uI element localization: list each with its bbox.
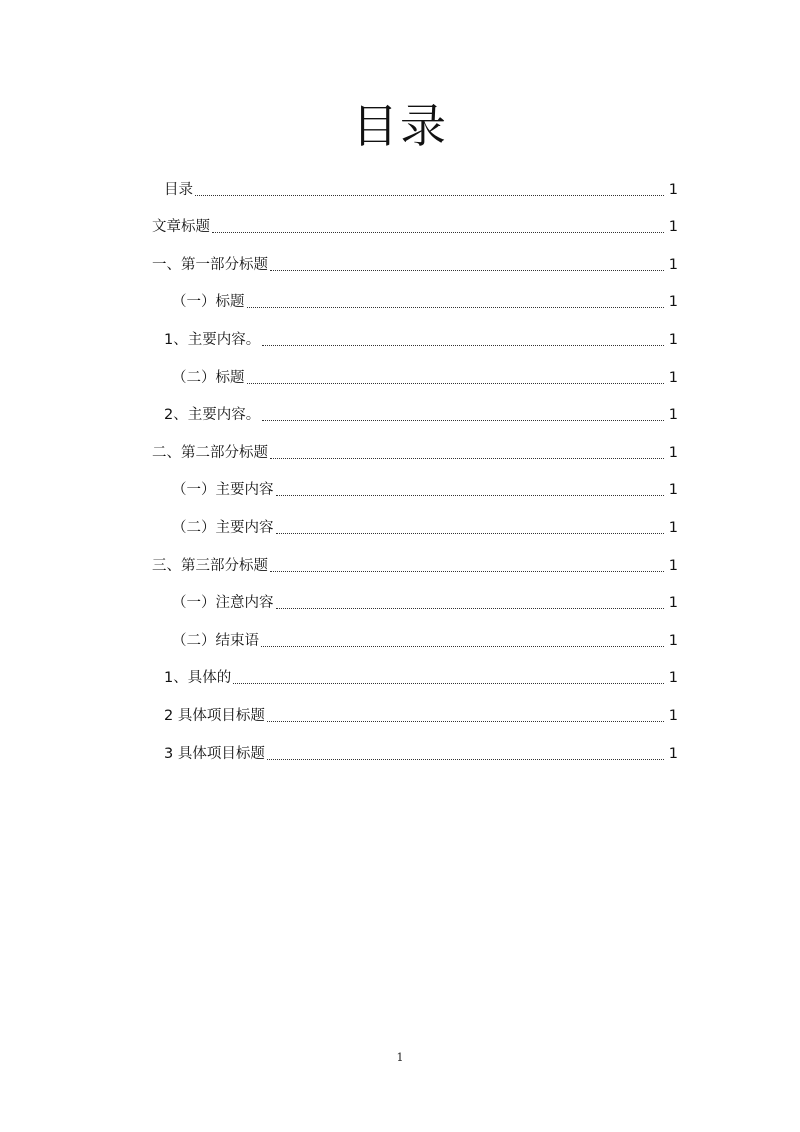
toc-entry-label: 目录 [164,181,193,198]
toc-dot-leader [267,721,664,722]
toc-entry[interactable] [152,580,678,618]
toc-entry-label: （二）主要内容 [172,519,274,536]
toc-dot-leader [276,533,665,534]
toc-entry-label: 1、主要内容。 [164,331,261,348]
toc-dot-leader [261,646,664,647]
toc-dot-leader [270,571,664,572]
toc-entry[interactable] [152,692,678,730]
toc-entry[interactable] [152,354,678,392]
toc-dot-leader [233,683,664,684]
toc-entry[interactable] [152,655,678,693]
toc-entry[interactable] [152,392,678,430]
toc-entry-page-number: 1 [668,632,678,649]
toc-dot-leader [212,232,664,233]
toc-entry[interactable] [152,316,678,354]
toc-entry-page-number: 1 [668,745,678,762]
toc-entry-page-number: 1 [668,444,678,461]
toc-entry-label: 2、主要内容。 [164,407,261,424]
toc-entry-page-number: 1 [668,256,678,273]
toc-entry[interactable] [152,241,678,279]
toc-entry[interactable] [152,730,678,768]
toc-dot-leader [262,345,664,346]
toc-entry-page-number: 1 [668,219,678,236]
toc-entry-label: 二、第二部分标题 [152,444,268,461]
page-number: 1 [396,1051,404,1064]
toc-dot-leader [247,307,665,308]
toc-entry-label: 文章标题 [152,219,210,236]
toc-dot-leader [276,608,665,609]
toc-entry[interactable] [152,166,678,204]
toc-entry-page-number: 1 [668,369,678,386]
toc-entry-page-number: 1 [668,181,678,198]
toc-list [152,166,678,768]
toc-entry[interactable] [152,467,678,505]
toc-entry-page-number: 1 [668,407,678,424]
toc-entry-label: 三、第三部分标题 [152,557,268,574]
toc-dot-leader [270,270,664,271]
toc-entry-page-number: 1 [668,595,678,612]
toc-entry-page-number: 1 [668,707,678,724]
toc-entry-label: 一、第一部分标题 [152,256,268,273]
toc-entry[interactable] [152,279,678,317]
toc-entry[interactable] [152,429,678,467]
toc-dot-leader [270,458,664,459]
toc-dot-leader [247,383,665,384]
toc-entry-label: （一）标题 [172,294,245,311]
toc-entry-label: 2 具体项目标题 [164,707,265,724]
toc-entry-page-number: 1 [668,670,678,687]
toc-dot-leader [262,420,664,421]
toc-entry-page-number: 1 [668,557,678,574]
toc-entry-page-number: 1 [668,482,678,499]
toc-title: 目录 [352,99,448,153]
toc-entry-page-number: 1 [668,331,678,348]
toc-entry-label: 3 具体项目标题 [164,745,265,762]
toc-entry-label: （二）标题 [172,369,245,386]
toc-entry-label: （一）注意内容 [172,595,274,612]
toc-entry[interactable] [152,204,678,242]
toc-entry-label: （一）主要内容 [172,482,274,499]
toc-entry[interactable] [152,504,678,542]
toc-entry[interactable] [152,542,678,580]
toc-entry-page-number: 1 [668,294,678,311]
toc-entry-label: 1、具体的 [164,670,232,687]
toc-entry-page-number: 1 [668,519,678,536]
toc-dot-leader [195,195,664,196]
toc-dot-leader [276,495,665,496]
toc-entry[interactable] [152,617,678,655]
toc-dot-leader [267,759,664,760]
toc-entry-label: （二）结束语 [172,632,259,649]
